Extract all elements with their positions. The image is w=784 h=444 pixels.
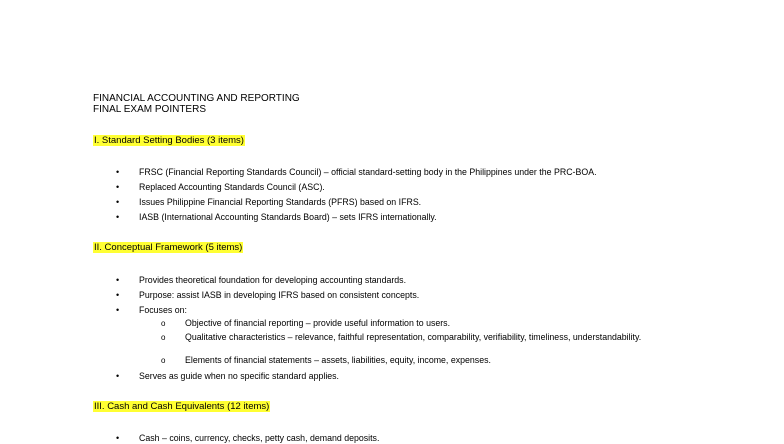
document-subtitle: FINAL EXAM POINTERS [93, 104, 206, 115]
subbullet-marker: o [161, 356, 166, 365]
bullet-marker: • [116, 433, 120, 443]
list-item: Provides theoretical foundation for developing accounting standards. [139, 275, 407, 285]
sub-list-item: Qualitative characteristics – relevance, faithful representation, comparability, verifiability, timeliness, understandability. [185, 332, 642, 342]
sub-list-item: Elements of financial statements – assets, liabilities, equity, income, expenses. [185, 355, 491, 365]
section-heading-text: III. Cash and Cash Equivalents (12 items) [94, 401, 270, 412]
bullet-marker: • [116, 167, 120, 177]
list-item: IASB (International Accounting Standards Board) – sets IFRS internationally. [139, 212, 437, 222]
section-heading [93, 242, 243, 253]
bullet-marker: • [116, 371, 120, 381]
list-item: Focuses on: [139, 305, 187, 315]
list-item: Cash – coins, currency, checks, petty cash, demand deposits. [139, 433, 380, 443]
sub-list-item: Objective of financial reporting – provide useful information to users. [185, 318, 451, 328]
bullet-marker: • [116, 305, 120, 315]
bullet-marker: • [116, 275, 120, 285]
list-item: Purpose: assist IASB in developing IFRS based on consistent concepts. [139, 290, 420, 300]
section-heading-text: I. Standard Setting Bodies (3 items) [94, 135, 244, 146]
list-item: FRSC (Financial Reporting Standards Council) – official standard-setting body in the Philippines under the PRC-BOA. [139, 167, 597, 177]
subbullet-marker: o [161, 333, 166, 342]
bullet-marker: • [116, 197, 120, 207]
document-title: FINANCIAL ACCOUNTING AND REPORTING [93, 93, 300, 104]
bullet-marker: • [116, 182, 120, 192]
subbullet-marker: o [161, 319, 166, 328]
bullet-marker: • [116, 290, 120, 300]
bullet-marker: • [116, 212, 120, 222]
section-heading [93, 135, 245, 146]
section-heading-text: II. Conceptual Framework (5 items) [94, 242, 243, 253]
section-heading [93, 401, 270, 412]
list-item: Serves as guide when no specific standard applies. [139, 371, 340, 381]
list-item: Issues Philippine Financial Reporting Standards (PFRS) based on IFRS. [139, 197, 422, 207]
list-item: Replaced Accounting Standards Council (ASC). [139, 182, 325, 192]
